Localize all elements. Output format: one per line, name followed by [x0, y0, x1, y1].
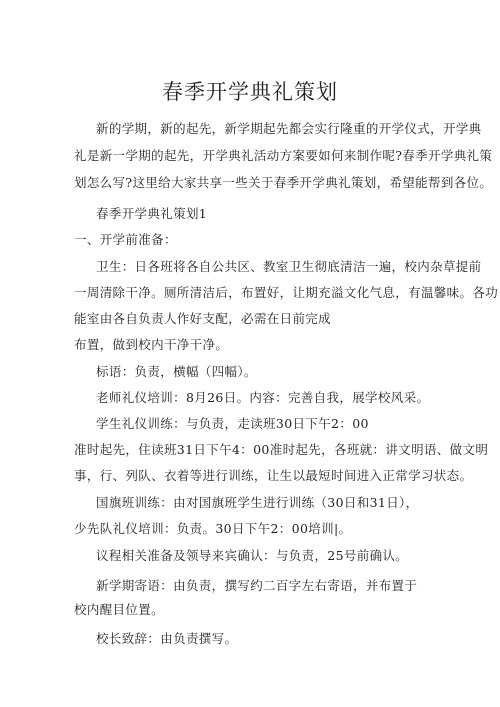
document-title: 春季开学典礼策划 [162, 80, 338, 104]
paragraph-line: 新学期寄语：由负责，撰写约二百字左右寄语，并布置于 [96, 578, 418, 593]
section-heading: 一、开学前准备： [74, 232, 177, 247]
paragraph-line: 老师礼仪培训：8月26日。内容：完善自我，展学校风采。 [96, 390, 430, 405]
paragraph-line: 布置，做到校内干净干净。 [74, 337, 229, 352]
paragraph-line: 划怎么写?这里给大家共享一些关于春季开学典礼策划，希望能帮到各位。 [74, 175, 493, 190]
paragraph-line: 事，行、列队、衣着等进行训练，让生以最短时间进入正常学习状态。 [74, 468, 473, 483]
paragraph-line: 国旗班训练：由对国旗班学生进行训练（30日和31日）， [96, 495, 419, 510]
paragraph-line: 少先队礼仪培训：负责。30日下午2：00培训|。 [74, 521, 352, 536]
paragraph-line: 一周清除干净。厕所清洁后，布置好，让期充溢文化气息，有温馨味。各功 [74, 285, 499, 300]
paragraph-line: 标语：负责，横幅（四幅）。 [96, 364, 257, 379]
paragraph-line: 校长致辞：由负责撰写。 [96, 631, 238, 646]
paragraph-line: 能室由各自负责人作好支配，必需在日前完成 [74, 311, 332, 326]
paragraph-line: 议程相关准备及领导来宾确认：与负责，25号前确认。 [96, 548, 409, 563]
paragraph-line: 卫生：日各班将各自公共区、教室卫生彻底清洁一遍，校内杂草提前 [96, 259, 482, 274]
section-heading: 春季开学典礼策划1 [96, 206, 208, 221]
paragraph-line: 校内醒目位置。 [74, 602, 164, 617]
paragraph-line: 准时起先，住读班31日下午4：00准时起先，各班就：讲文明语、做文明 [74, 442, 489, 457]
paragraph-line: 新的学期，新的起先，新学期起先都会实行隆重的开学仪式，开学典 [96, 121, 482, 136]
paragraph-line: 礼是新一学期的起先，开学典礼活动方案要如何来制作呢?春季开学典礼策 [74, 148, 493, 163]
paragraph-line: 学生礼仪训练：与负责，走读班30日下午2：00 [96, 416, 369, 431]
